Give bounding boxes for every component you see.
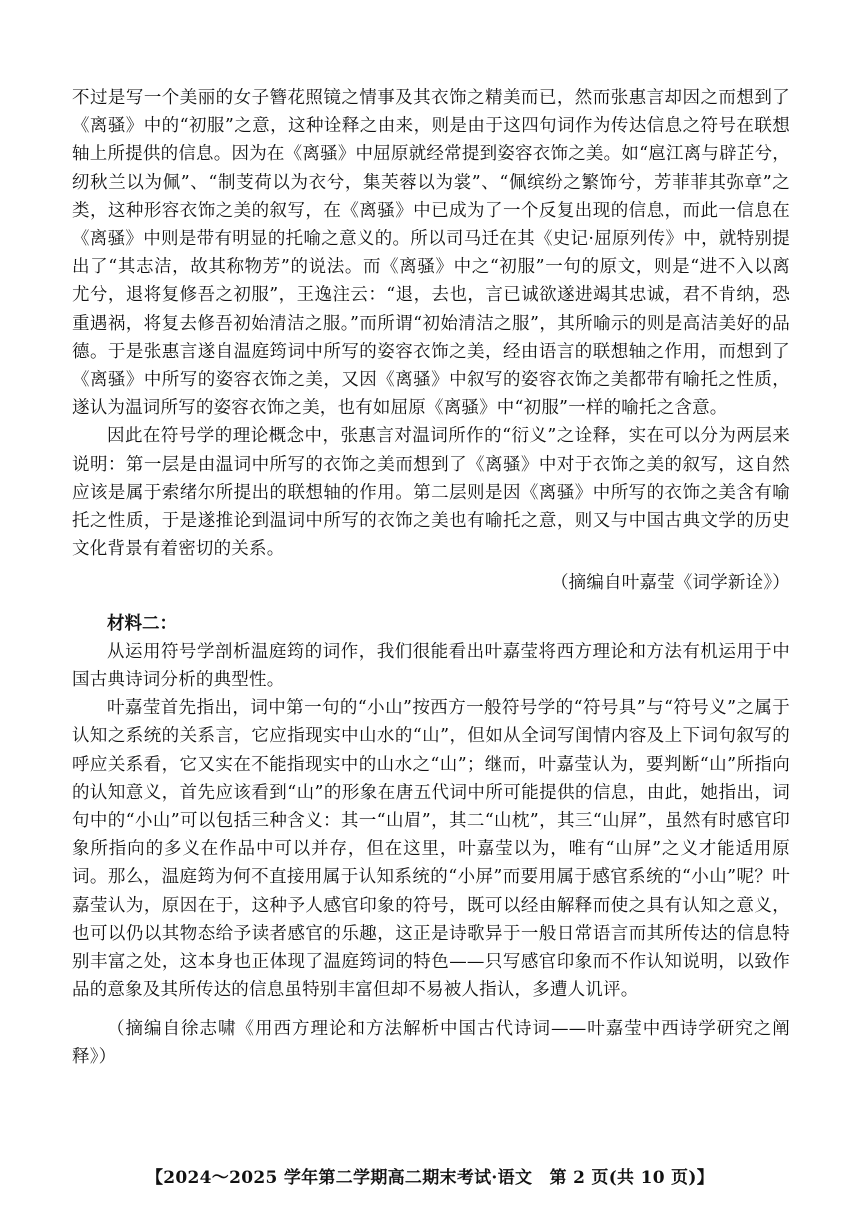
material-one-source: （摘编自叶嘉莹《词学新诠》） bbox=[550, 573, 790, 594]
material-two-source: （摘编自徐志啸《用西方理论和方法解析中国古代诗词——叶嘉莹中西诗学研究之阐释》） bbox=[72, 1018, 790, 1067]
material-two-paragraph-1: 从运用符号学剖析温庭筠的词作，我们很能看出叶嘉莹将西方理论和方法有机运用于中国古典诗词分析的典型性。 bbox=[72, 641, 790, 691]
page-footer: 【2024～2025 学年第二学期高二期末考试·语文 第 2 页(共 10 页)】 bbox=[145, 1168, 714, 1188]
material-one-paragraph-2: 因此在符号学的理论概念中，张惠言对温词所作的“衍义”之诠释，实在可以分为两层来说明：第一层是由温词中所写的衣饰之美而想到了《离骚》中对于衣饰之美的叙写，这自然应该是属于索绪尔所提出的联想轴的作用。第二层则是因《离骚》中所写的衣饰之美含有喻托之性质，于是遂推论到温词中所写的衣饰之美也有喻托之意，则又与中国古典文学的历史文化背景有着密切的关系。 bbox=[72, 426, 790, 560]
material-one-paragraph-1: 不过是写一个美丽的女子簪花照镜之情事及其衣饰之精美而已，然而张惠言却因之而想到了《离骚》中的“初服”之意，这种诠释之由来，则是由于这四句词作为传达信息之符号在联想轴上所提供的信息。因为在《离骚》中屈原就经常提到姿容衣饰之美。如“扈江离与辟芷兮，纫秋兰以为佩”、“制芰荷以为衣兮，集芙蓉以为裳”、“佩缤纷之繁饰兮，芳菲菲其弥章”之类，这种形容衣饰之美的叙写，在《离骚》中已成为了一个反复出现的信息，而此一信息在《离骚》中则是带有明显的托喻之意义的。所以司马迁在其《史记·屈原列传》中，就特别提出了“其志洁，故其称物芳”的说法。而《离骚》中之“初服”一句的原文，则是“进不入以离尤兮，退将复修吾之初服”，王逸注云：“退，去也，言已诚欲遂进竭其忠诚，君不肯纳，恐重遇祸，将复去修吾初始清洁之服。”而所谓“初始清洁之服”，其所喻示的则是高洁美好的品德。于是张惠言遂自温庭筠词中所写的姿容衣饰之美，经由语言的联想轴之作用，而想到了《离骚》中所写的姿容衣饰之美，又因《离骚》中叙写的姿容衣饰之美都带有喻托之性质，遂认为温词所写的姿容衣饰之美，也有如屈原《离骚》中“初服”一样的喻托之含意。 bbox=[72, 88, 790, 419]
material-two-heading: 材料二： bbox=[107, 613, 177, 634]
exam-page-content bbox=[72, 84, 790, 1071]
material-two-paragraph-2: 叶嘉莹首先指出，词中第一句的“小山”按西方一般符号学的“符号具”与“符号义”之属于认知之系统的关系言，它应指现实中山水的“山”，但如从全词写闺情内容及上下词句叙写的呼应关系看，它又实在不能指现实中的山水之“山”；继而，叶嘉莹认为，要判断“山”所指向的认知意义，首先应该看到“山”的形象在唐五代词中所可能提供的信息，由此，她指出，词句中的“小山”可以包括三种含义：其一“山眉”，其二“山枕”，其三“山屏”，虽然有时感官印象所指向的多义在作品中可以并存，但在这里，叶嘉莹以为，唯有“山屏”之义才能适用原词。那么，温庭筠为何不直接用属于认知系统的“小屏”而要用属于感官系统的“小山”呢？叶嘉莹认为，原因在于，这种予人感官印象的符号，既可以经由解释而使之具有认知之意义，也可以仍以其物态给予读者感官的乐趣，这正是诗歌异于一般日常语言而其所传达的信息特别丰富之处，这本身也正体现了温庭筠词的特色——只写感官印象而不作认知说明，以致作品的意象及其所传达的信息虽特别丰富但却不易被人指认，多遭人讥评。 bbox=[72, 698, 790, 1001]
